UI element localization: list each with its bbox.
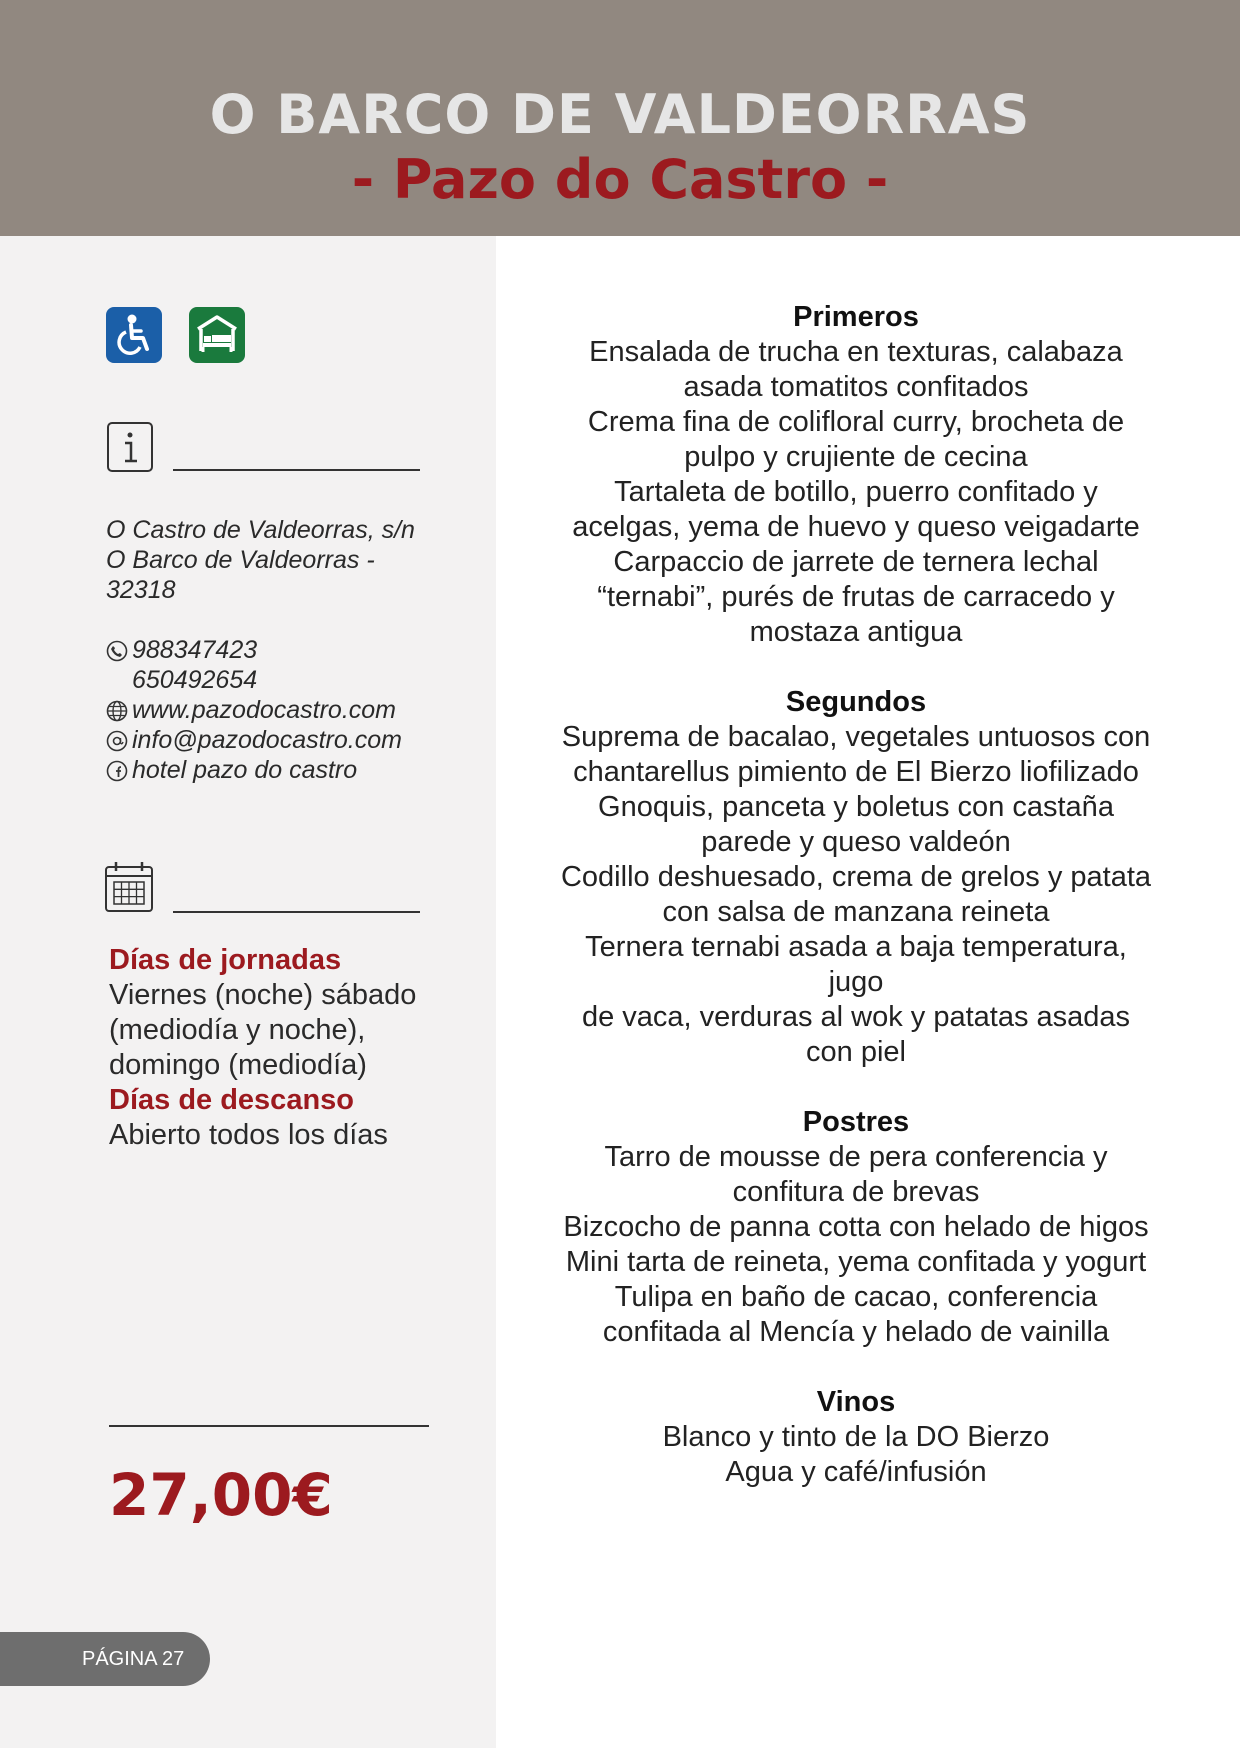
- dish-line: pulpo y crujiente de cecina: [684, 441, 1028, 473]
- phone-number: 650492654: [132, 666, 258, 694]
- dish-line: Blanco y tinto de la DO Bierzo: [662, 1421, 1050, 1453]
- menu-price: 27,00€: [109, 1461, 333, 1529]
- course-title: Segundos: [785, 686, 927, 718]
- address-line: 32318: [106, 576, 176, 604]
- dish-line: de vaca, verduras al wok y patatas asadas: [581, 1001, 1131, 1033]
- email-link[interactable]: info@pazodocastro.com: [132, 726, 402, 754]
- course-section: [556, 1385, 1156, 1490]
- dish-line: asada tomatitos confitados: [683, 371, 1029, 403]
- globe-icon: [106, 700, 128, 722]
- dish-line: Codillo deshuesado, crema de grelos y patata: [560, 861, 1152, 893]
- website-row: [106, 695, 496, 725]
- working-days-line: domingo (mediodía): [109, 1049, 367, 1081]
- hotel-bed-icon: [189, 307, 245, 363]
- page-header: [0, 0, 1240, 236]
- course-section: [556, 685, 1156, 1070]
- dish-line: Tulipa en baño de cacao, conferencia: [614, 1281, 1098, 1313]
- dish-line: “ternabi”, purés de frutas de carracedo y: [597, 581, 1115, 613]
- working-days-label: Días de jornadas: [109, 944, 342, 976]
- working-days-line: Viernes (noche) sábado: [109, 979, 417, 1011]
- phone-number: 988347423: [132, 636, 258, 664]
- phone-row: [106, 635, 496, 665]
- dish-line: Gnoquis, panceta y boletus con castaña: [598, 791, 1114, 823]
- address-line: O Castro de Valdeorras, s/n: [106, 516, 415, 544]
- course-title: Postres: [802, 1106, 910, 1138]
- phone-row: [106, 665, 496, 695]
- dish-line: Crema fina de colifloral curry, brocheta de: [587, 406, 1125, 438]
- calendar-icon: [104, 861, 154, 918]
- course-section: [556, 1105, 1156, 1350]
- rest-days-label: Días de descanso: [109, 1084, 354, 1116]
- dish-line: confitada al Mencía y helado de vainilla: [602, 1316, 1110, 1348]
- phone-icon: [106, 640, 128, 662]
- facebook-icon: [106, 760, 128, 782]
- dish-line: Tartaleta de botillo, puerro confitado y: [614, 476, 1098, 508]
- dish-line: Bizcocho de panna cotta con helado de higos: [563, 1211, 1149, 1243]
- dish-line: con piel: [806, 1036, 906, 1068]
- contacts-block: [106, 635, 496, 785]
- email-at-icon: [106, 730, 128, 752]
- dish-line: Agua y café/infusión: [725, 1456, 987, 1488]
- venue-title: - Pazo do Castro -: [351, 148, 889, 211]
- schedule-block: [109, 943, 489, 1153]
- info-icon: [106, 421, 154, 478]
- schedule-divider: [173, 911, 420, 913]
- course-title: Vinos: [816, 1386, 896, 1418]
- dish-line: parede y queso valdeón: [701, 826, 1011, 858]
- email-row: [106, 725, 496, 755]
- dish-line: Tarro de mousse de pera conferencia y: [604, 1141, 1108, 1173]
- dish-line: Suprema de bacalao, vegetales untuosos con: [561, 721, 1151, 753]
- menu-list: [556, 300, 1156, 1525]
- dish-line: Carpaccio de jarrete de ternera lechal: [613, 546, 1099, 578]
- website-link[interactable]: www.pazodocastro.com: [132, 696, 397, 724]
- dish-line: Mini tarta de reineta, yema confitada y yogurt: [565, 1246, 1147, 1278]
- dish-line: Ensalada de trucha en texturas, calabaza: [589, 336, 1123, 368]
- dish-line: confitura de brevas: [732, 1176, 980, 1208]
- dish-line: con salsa de manzana reineta: [662, 896, 1050, 928]
- page-number-badge: PÁGINA 27: [0, 1632, 210, 1686]
- price-divider: [109, 1425, 429, 1427]
- facebook-row: [106, 755, 496, 785]
- working-days-line: (mediodía y noche),: [109, 1014, 366, 1046]
- course-section: [556, 300, 1156, 650]
- wheelchair-accessible-icon: [106, 307, 162, 363]
- dish-line: mostaza antigua: [749, 616, 963, 648]
- address-line: O Barco de Valdeorras -: [106, 546, 375, 574]
- rest-days-value: Abierto todos los días: [109, 1119, 388, 1151]
- town-title: O BARCO DE VALDEORRAS: [209, 83, 1031, 146]
- dish-line: acelgas, yema de huevo y queso veigadarte: [572, 511, 1140, 543]
- address-block: [106, 515, 446, 605]
- course-title: Primeros: [793, 301, 919, 333]
- info-divider: [173, 469, 420, 471]
- dish-line: chantarellus pimiento de El Bierzo liofilizado: [573, 756, 1139, 788]
- facebook-link[interactable]: hotel pazo do castro: [132, 756, 358, 784]
- dish-line: Ternera ternabi asada a baja temperatura, jugo: [585, 931, 1127, 998]
